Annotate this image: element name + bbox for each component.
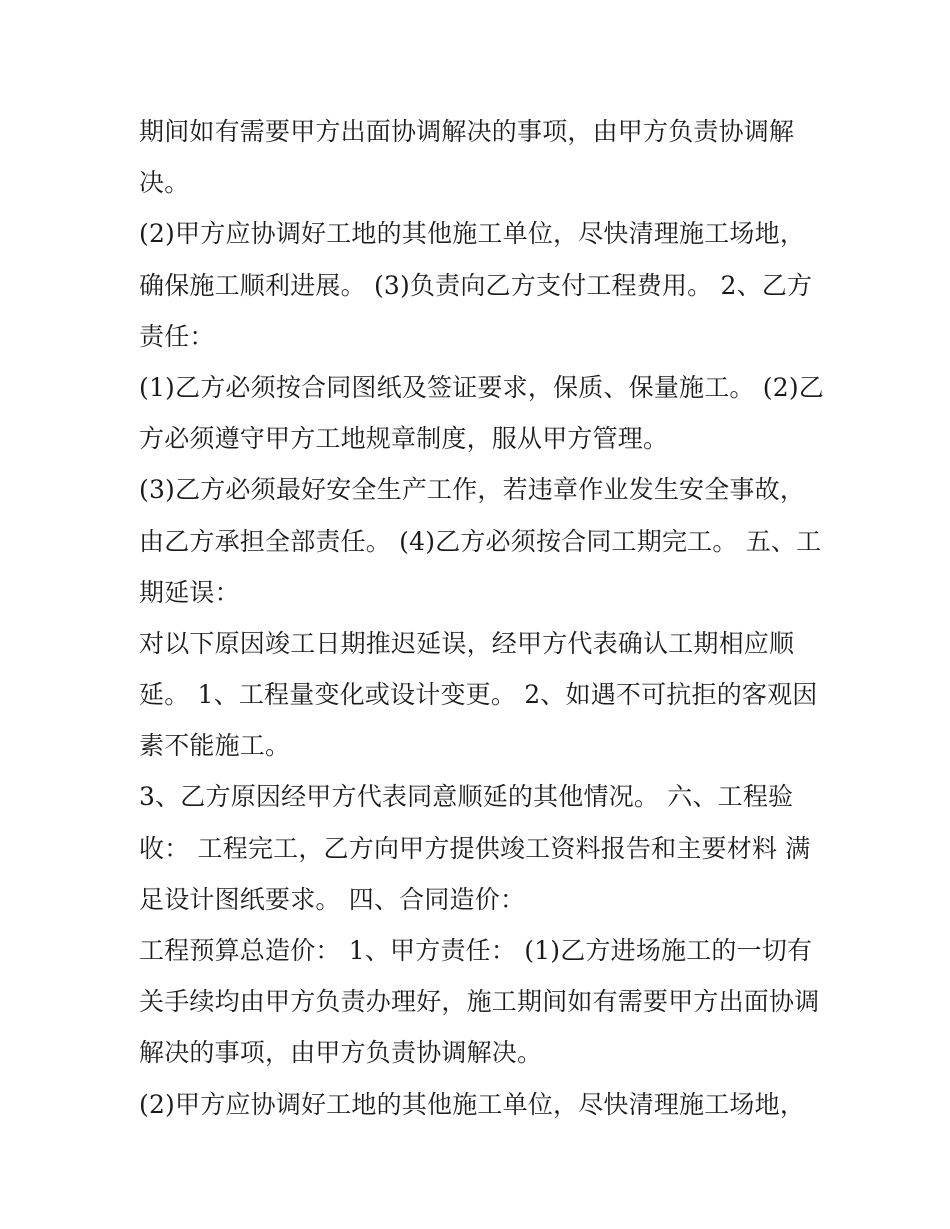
text-line: 确保施工顺利进展。 (3)负责向乙方支付工程费用。 2、乙方 bbox=[139, 270, 813, 300]
text-line: 收： 工程完工，乙方向甲方提供竣工资料报告和主要材料 满 bbox=[139, 833, 811, 863]
text-line: (2)甲方应协调好工地的其他施工单位，尽快清理施工场地， bbox=[139, 1089, 806, 1119]
text-line: 3、乙方原因经甲方代表同意顺延的其他情况。 六、工程验 bbox=[139, 782, 794, 812]
text-line: 解决的事项，由甲方负责协调解决。 bbox=[139, 1038, 543, 1068]
text-line: 关手续均由甲方负责办理好，施工期间如有需要甲方出面协调 bbox=[139, 987, 820, 1017]
text-line: 足设计图纸要求。 四、合同造价： bbox=[139, 884, 526, 914]
text-line: 责任： bbox=[139, 321, 215, 351]
text-line: 由乙方承担全部责任。 (4)乙方必须按合同工期完工。 五、工 bbox=[139, 526, 822, 556]
text-line: 延。 1、工程量变化或设计变更。 2、如遇不可抗拒的客观因 bbox=[139, 680, 818, 710]
text-line: 对以下原因竣工日期推迟延误，经甲方代表确认工期相应顺 bbox=[139, 628, 795, 658]
text-line: (1)乙方必须按合同图纸及签证要求，保质、保量施工。 (2)乙 bbox=[139, 372, 824, 402]
text-line: 决。 bbox=[139, 168, 190, 198]
text-line: 工程预算总造价： 1、甲方责任： (1)乙方进场施工的一切有 bbox=[139, 936, 813, 965]
text-line: 期间如有需要甲方出面协调解决的事项，由甲方负责协调解 bbox=[139, 117, 795, 146]
document-body bbox=[139, 106, 829, 1130]
text-line: 方必须遵守甲方工地规章制度，服从甲方管理。 bbox=[139, 424, 669, 454]
text-line: (3)乙方必须最好安全生产工作，若违章作业发生安全事故， bbox=[139, 475, 806, 505]
text-line: 素不能施工。 bbox=[139, 731, 291, 761]
text-line: 期延误： bbox=[139, 577, 240, 607]
text-line: (2)甲方应协调好工地的其他施工单位，尽快清理施工场地， bbox=[139, 219, 806, 249]
